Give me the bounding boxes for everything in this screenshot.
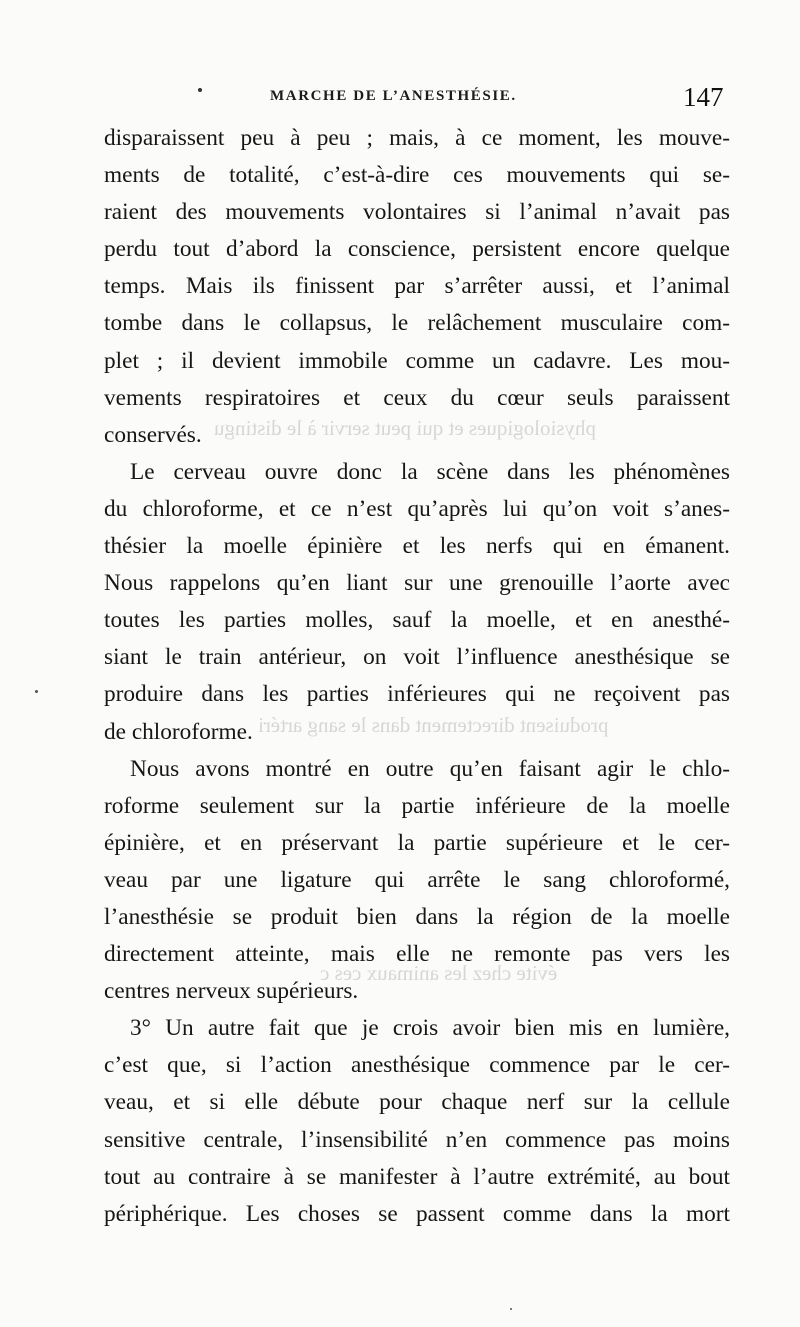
- text-line: disparaissent peu à peu ; mais, à ce moment, les mouve-: [104, 125, 730, 151]
- text-line: ments de totalité, c’est-à-dire ces mouvements qui se-: [104, 162, 730, 189]
- bleed-through-line: physiologiques et qui peut servir à le distingu: [214, 416, 597, 440]
- text-line: veau par une ligature qui arrête le sang chloroformé,: [104, 866, 730, 893]
- text-line: centres nerveux supérieurs.: [104, 978, 359, 1005]
- bleed-through-line: produisent directement dans le sang artéri: [258, 713, 609, 737]
- text-line: 3° Un autre fait que je crois avoir bien mis en lumière,: [130, 1015, 730, 1042]
- text-line: plet ; il devient immobile comme un cadavre. Les mou-: [104, 347, 730, 374]
- page-number: 147: [683, 82, 724, 112]
- ink-speck: [510, 1308, 512, 1310]
- bleed-through-line: évite chez les animaux ces c: [320, 961, 558, 985]
- text-line: de chloroforme.: [104, 718, 253, 745]
- text-line: veau, et si elle débute pour chaque nerf sur la cellule: [104, 1089, 730, 1116]
- text-line: thésier la moelle épinière et les nerfs qui en émanent.: [104, 533, 730, 560]
- text-line: perdu tout d’abord la conscience, persistent encore quelque: [104, 236, 730, 263]
- text-line: tout au contraire à se manifester à l’autre extrémité, au bout: [104, 1163, 730, 1190]
- text-line: l’anesthésie se produit bien dans la région de la moelle: [104, 903, 730, 930]
- text-line: directement atteinte, mais elle ne remonte pas vers les: [104, 941, 730, 968]
- text-line: c’est que, si l’action anesthésique commence par le cer-: [104, 1052, 730, 1079]
- text-line: Le cerveau ouvre donc la scène dans les phénomènes: [130, 458, 730, 485]
- text-line: siant le train antérieur, on voit l’influence anesthésique se: [104, 644, 730, 671]
- running-title: MARCHE DE L’ANESTHÉSIE.: [270, 88, 517, 104]
- body-text: [104, 120, 730, 1233]
- text-line: épinière, et en préservant la partie supérieure et le cer-: [104, 829, 730, 856]
- text-line: périphérique. Les choses se passent comme dans la mort: [104, 1200, 730, 1227]
- ink-speck: [35, 690, 38, 693]
- text-line: vements respiratoires et ceux du cœur seuls paraissent: [104, 384, 730, 411]
- text-line: Nous rappelons qu’en liant sur une grenouille l’aorte avec: [104, 570, 730, 597]
- text-line: du chloroforme, et ce n’est qu’après lui qu’on voit s’anes-: [104, 495, 730, 522]
- text-line: toutes les parties molles, sauf la moelle, et en anesthé-: [104, 607, 730, 634]
- text-line: produire dans les parties inférieures qui ne reçoivent pas: [104, 681, 730, 708]
- text-line: conservés.: [104, 421, 202, 448]
- text-line: tombe dans le collapsus, le relâchement musculaire com-: [104, 310, 730, 337]
- text-line: temps. Mais ils finissent par s’arrêter aussi, et l’animal: [104, 273, 730, 300]
- running-head: [0, 82, 800, 116]
- text-line: raient des mouvements volontaires si l’animal n’avait pas: [104, 199, 730, 226]
- text-line: sensitive centrale, l’insensibilité n’en commence pas moins: [104, 1126, 730, 1153]
- text-line: Nous avons montré en outre qu’en faisant agir le chlo-: [130, 755, 730, 782]
- text-line: roforme seulement sur la partie inférieure de la moelle: [104, 792, 730, 819]
